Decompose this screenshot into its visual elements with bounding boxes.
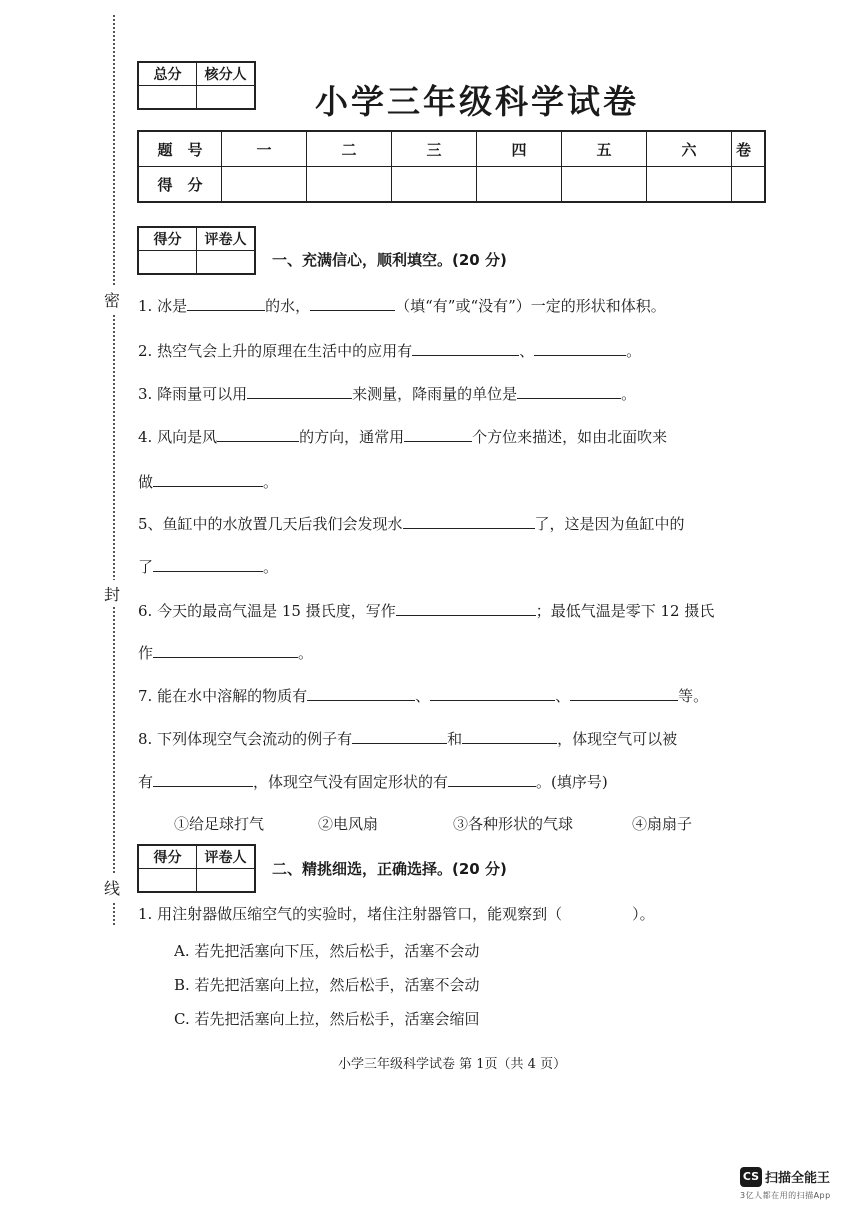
grader-score-cell <box>138 869 197 893</box>
answer-blank[interactable] <box>570 684 678 701</box>
section1-title: 一、充满信心，顺利填空。(20 分) <box>272 251 507 269</box>
answer-blank[interactable] <box>517 382 621 399</box>
score-table <box>137 130 766 203</box>
question-4-line-1: 4. 风向是风 的方向，通常用 个方位来描述，如由北面吹来 <box>138 425 763 447</box>
question-3: 3. 降雨量可以用 来测量，降雨量的单位是 。 <box>138 382 763 404</box>
question-number-label: 题 号 <box>138 131 222 167</box>
binding-char-mi: 密 <box>104 286 120 313</box>
grader-score-header: 得分 <box>138 227 197 251</box>
col-4: 四 <box>477 131 562 167</box>
choice-question-1: 1. 用注射器做压缩空气的实验时，堵住注射器管口，能观察到（ ）。 <box>138 905 655 923</box>
answer-blank[interactable] <box>403 512 535 529</box>
total-score-cell <box>138 86 197 110</box>
col-2: 二 <box>307 131 392 167</box>
score-cell <box>307 167 392 203</box>
question-1: 1. 冰是 的水， （填“有”或“没有”）一定的形状和体积。 <box>138 294 763 316</box>
choice-b: B. 若先把活塞向上拉，然后松手，活塞不会动 <box>174 976 480 994</box>
answer-blank[interactable] <box>352 727 447 744</box>
grader-score-header: 得分 <box>138 845 197 869</box>
col-5: 五 <box>562 131 647 167</box>
answer-blank[interactable] <box>153 555 263 572</box>
question-5-line-1: 5、鱼缸中的水放置几天后我们会发现水 了，这是因为鱼缸中的 <box>138 512 763 534</box>
answer-blank[interactable] <box>153 641 298 658</box>
binding-char-xian: 线 <box>104 874 120 901</box>
grader-score-cell <box>138 251 197 275</box>
question-6-line-2: 作 。 <box>138 641 763 663</box>
score-cell <box>392 167 477 203</box>
answer-blank[interactable] <box>307 684 415 701</box>
option-1: ①给足球打气 <box>174 815 265 833</box>
section1-grader-box <box>137 226 256 275</box>
choice-a: A. 若先把活塞向下压，然后松手，活塞不会动 <box>174 942 480 960</box>
score-cell <box>562 167 647 203</box>
section2-grader-box <box>137 844 256 893</box>
question-6-line-1: 6. 今天的最高气温是 15 摄氏度，写作 ；最低气温是零下 12 摄氏 <box>138 599 763 621</box>
score-cell <box>477 167 562 203</box>
option-3: ③各种形状的气球 <box>453 815 574 833</box>
question-8-line-1: 8. 下列体现空气会流动的例子有 和 ，体现空气可以被 <box>138 727 763 749</box>
section2-title: 二、精挑细选，正确选择。(20 分) <box>272 860 507 878</box>
score-cell <box>222 167 307 203</box>
question-5-line-2: 了 。 <box>138 555 763 577</box>
answer-blank[interactable] <box>396 599 536 616</box>
col-3: 三 <box>392 131 477 167</box>
option-4: ④扇扇子 <box>632 815 693 833</box>
answer-blank[interactable] <box>310 294 395 311</box>
scanner-logo-icon: CS <box>740 1167 762 1187</box>
score-cell <box>647 167 732 203</box>
score-cell <box>732 167 766 203</box>
scanner-name: 扫描全能王 <box>765 1171 831 1186</box>
total-score-header: 总分 <box>138 62 197 86</box>
answer-blank[interactable] <box>462 727 557 744</box>
answer-blank[interactable] <box>430 684 555 701</box>
col-7-partial: 卷 <box>732 131 766 167</box>
score-label: 得 分 <box>138 167 222 203</box>
question-4-line-2: 做 。 <box>138 470 763 492</box>
checker-cell <box>197 86 256 110</box>
scanner-slogan: 3亿人都在用的扫描App <box>740 1190 831 1200</box>
grader-name-header: 评卷人 <box>197 227 256 251</box>
page-title: 小学三年级科学试卷 <box>315 82 639 121</box>
grader-name-header: 评卷人 <box>197 845 256 869</box>
answer-blank[interactable] <box>448 770 536 787</box>
answer-blank[interactable] <box>534 339 626 356</box>
grader-name-cell <box>197 251 256 275</box>
answer-blank[interactable] <box>153 470 263 487</box>
answer-blank[interactable] <box>187 294 265 311</box>
binding-char-feng: 封 <box>104 580 120 607</box>
answer-blank[interactable] <box>247 382 352 399</box>
binding-dotted-line <box>113 15 115 925</box>
answer-blank[interactable] <box>217 425 299 442</box>
grader-name-cell <box>197 869 256 893</box>
col-1: 一 <box>222 131 307 167</box>
choice-c: C. 若先把活塞向上拉，然后松手，活塞会缩回 <box>174 1010 480 1028</box>
answer-blank[interactable] <box>412 339 519 356</box>
total-score-box <box>137 61 256 110</box>
page-footer: 小学三年级科学试卷 第 1页（共 4 页） <box>338 1057 567 1072</box>
answer-blank[interactable] <box>404 425 472 442</box>
option-2: ②电风扇 <box>318 815 379 833</box>
scanner-watermark <box>740 1166 831 1201</box>
answer-blank[interactable] <box>153 770 253 787</box>
question-2: 2. 热空气会上升的原理在生活中的应用有 、 。 <box>138 339 763 361</box>
question-8-line-2: 有 ，体现空气没有固定形状的有 。(填序号) <box>138 770 763 792</box>
checker-header: 核分人 <box>197 62 256 86</box>
col-6: 六 <box>647 131 732 167</box>
question-7: 7. 能在水中溶解的物质有 、 、 等。 <box>138 684 763 706</box>
